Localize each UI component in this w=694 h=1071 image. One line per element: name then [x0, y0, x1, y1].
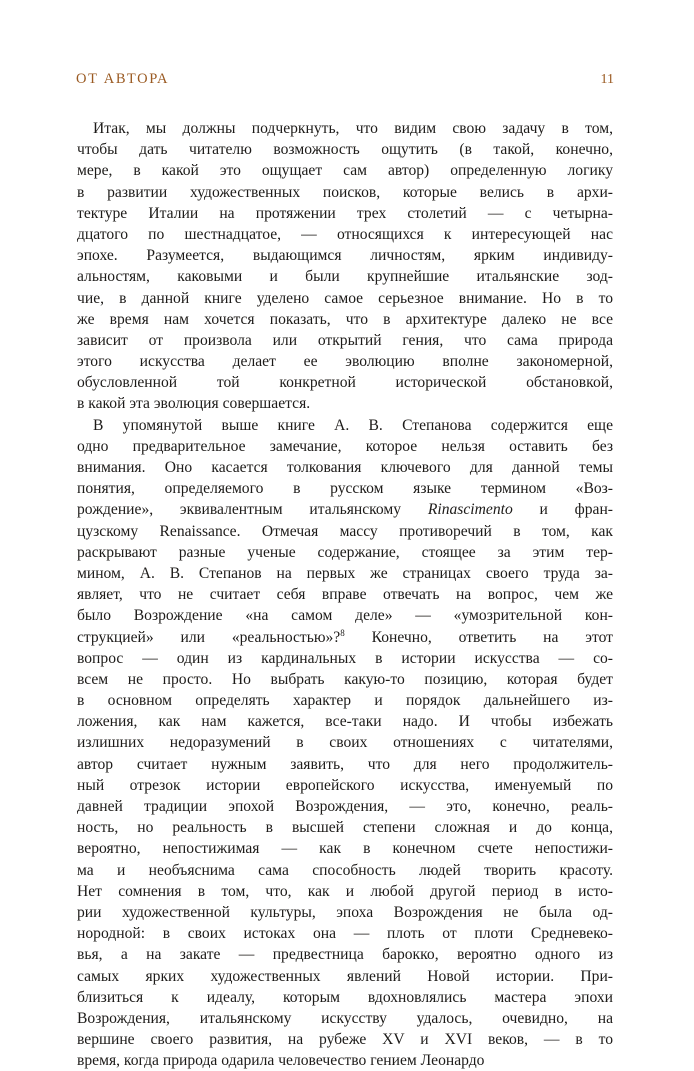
text-segment: струкцией» или «реальностью»? [77, 628, 341, 646]
footnote-marker[interactable]: 8 [340, 627, 345, 638]
text-line: ма и необъяснима сама способность людей творить красоту. [77, 861, 613, 879]
text-line: ный отрезок истории европейского искусства, именуемый по [77, 776, 613, 794]
text-line: этого искусства делает ее эволюцию вполне закономерной, [77, 353, 613, 371]
text-line: было Возрождение «на самом деле» — «умозрительной кон- [77, 607, 613, 625]
text-line: же время нам хочется показать, что в архитектуре далеко не все [77, 310, 613, 328]
text-line: излишних недоразумений в своих отношениях с читателями, [77, 734, 613, 752]
text-line: Итак, мы должны подчеркнуть, что видим свою задачу в том, [93, 120, 613, 137]
text-line: зависит от произвола или открытий гения, что сама природа [77, 331, 613, 349]
text-line: являет, что не считает себя вправе отвечать на вопрос, чем же [77, 586, 613, 604]
text-line: ложения, как нам кажется, все-таки надо. И чтобы избежать [77, 713, 613, 731]
text-line: автор считает нужным заявить, что для него продолжитель- [77, 755, 613, 773]
text-line: Возрождения, итальянскому искусству удалось, очевидно, на [77, 1009, 613, 1027]
text-line: вероятно, непостижимая — как в конечном счете непостижи- [77, 840, 613, 858]
text-line: всем не просто. Но выбрать какую-то позицию, которая будет [77, 670, 613, 688]
text-line: эпохе. Разумеется, выдающимся личностям, ярким индивиду- [77, 247, 613, 265]
text-line: время, когда природа одарила человечество гением Леонардо [77, 1052, 485, 1070]
text-line: цузскому Renaissance. Отмечая массу противоречий в том, как [77, 522, 613, 540]
text-line: вершине своего развития, на рубеже XV и XVI веков, — в то [77, 1031, 613, 1049]
text-line: понятия, определяемого в русском языке термином «Воз- [77, 480, 613, 498]
text-line: в какой эта эволюция совершается. [77, 395, 311, 413]
running-head: ОТ АВТОРА [76, 71, 170, 87]
text-line: рии художественной культуры, эпоха Возрождения не была од- [77, 903, 613, 921]
text-line: обусловленной той конкретной исторической обстановкой, [77, 374, 613, 392]
text-line: В упомянутой выше книге А. В. Степанова содержится еще [93, 416, 613, 434]
text-line: самых ярких художественных явлений Новой истории. При- [77, 967, 613, 985]
text-line: мином, А. В. Степанов на первых же страницах своего труда за- [77, 564, 613, 582]
text-line: мере, в какой это ощущает сам автор) определенную логику [77, 162, 613, 180]
text-line: Нет сомнения в том, что, как и любой другой период в исто- [77, 882, 613, 900]
text-segment: и фран- [512, 501, 613, 519]
text-line: вопрос — один из кардинальных в истории искусства — со- [77, 649, 613, 667]
body-text [77, 118, 613, 1071]
text-segment: Конечно, ответить на этот [344, 628, 613, 646]
text-line: вья, а на закате — предвестница барокко, вероятно одного из [77, 946, 613, 964]
text-line: дцатого по шестнадцатое, — относящихся к интересующей нас [77, 225, 613, 243]
text-line: в развитии художественных поисков, которые велись в архи- [77, 183, 613, 201]
text-line: одно предварительное замечание, которое нельзя оставить без [77, 437, 613, 455]
text-line [77, 627, 613, 648]
text-line: чие, в данной книге уделено самое серьезное внимание. Но в то [77, 289, 613, 307]
text-line: чтобы дать читателю возможность ощутить (в такой, конечно, [77, 141, 613, 159]
text-line: альностям, каковыми и были крупнейшие итальянские зод- [77, 268, 613, 286]
text-line: ность, но реальность в высшей степени сложная и до конца, [77, 819, 613, 837]
text-line: раскрывают разные ученые содержание, стоящее за этим тер- [77, 543, 613, 561]
page-number: 11 [600, 72, 614, 87]
text-line: нородной: в своих истоках она — плоть от плоти Средневеко- [77, 925, 613, 943]
text-line: давней традиции эпохой Возрождения, — это, конечно, реаль- [77, 798, 613, 815]
page-header [76, 71, 614, 93]
text-line: тектуре Италии на протяжении трех столетий — с четырна- [77, 204, 613, 222]
text-line: внимания. Оно касается толкования ключевого для данной темы [77, 459, 613, 476]
text-line [77, 499, 613, 520]
italic-term: Rinascimento [427, 501, 513, 519]
text-line: в основном определять характер и порядок дальнейшего из- [77, 692, 613, 710]
text-segment: рождение», эквивалентным итальянскому [77, 501, 428, 519]
text-line: близиться к идеалу, которым вдохновлялись мастера эпохи [77, 988, 613, 1006]
